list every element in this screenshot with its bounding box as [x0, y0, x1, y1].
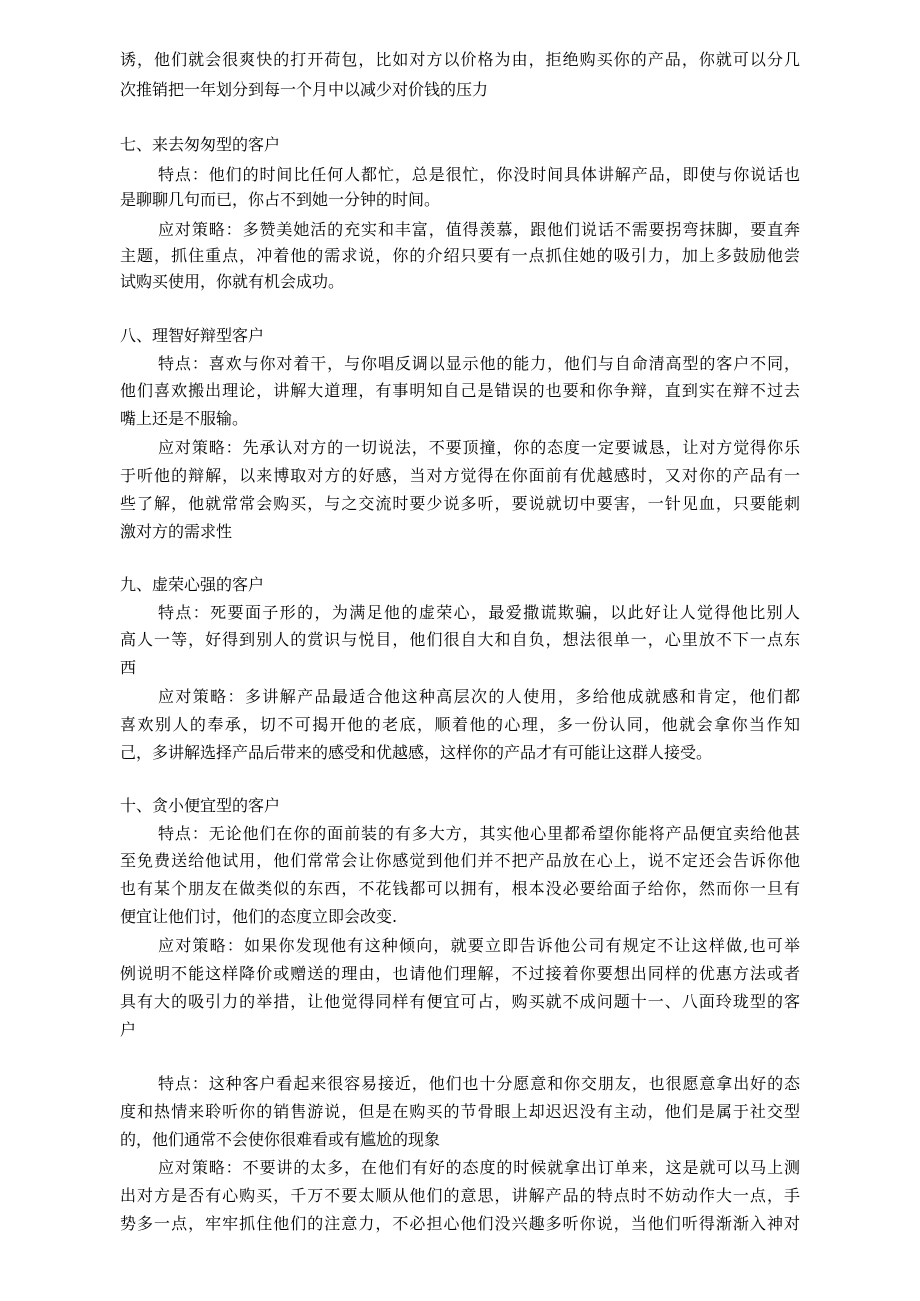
strategy-line: 应对策略：不要讲的太多，在他们有好的态度的时候就拿出订单来，这是就可以马上测	[158, 1158, 800, 1177]
strategy-line: 喜欢别人的奉承，切不可揭开他的老底，顺着他的心理，多一份认同，他就会拿你当作知	[120, 715, 800, 734]
trait-line: 嘴上还是不服输。	[120, 409, 249, 428]
trait-line: 他们喜欢搬出理论，讲解大道理，有事明知自己是错误的也要和你争辩，直到实在辩不过去	[120, 381, 800, 400]
strategy-line: 具有大的吸引力的举措，让他觉得同样有便宜可占，购买就不成问题十一、八面玲珑型的客	[120, 992, 800, 1011]
section-heading: 八、理智好辩型客户	[120, 326, 265, 345]
strategy-line: 激对方的需求性	[120, 522, 233, 541]
trait-line: 特点：喜欢与你对着干，与你唱反调以显示他的能力，他们与自命清高型的客户不同，	[158, 354, 800, 373]
trait-line: 特点：这种客户看起来很容易接近，他们也十分愿意和你交朋友，也很愿意拿出好的态	[158, 1074, 800, 1093]
section-heading: 十、贪小便宜型的客户	[120, 796, 281, 815]
strategy-line: 主题，抓住重点，冲着他的需求说，你的介绍只要有一点抓住她的吸引力，加上多鼓励他尝	[120, 246, 800, 265]
strategy-line: 势多一点，牢牢抓住他们的注意力，不必担心他们没兴趣多听你说，当他们听得渐渐入神对	[120, 1214, 800, 1233]
trait-line: 高人一等，好得到别人的赏识与悦目，他们很自大和自负，想法很单一，心里放不下一点东	[120, 630, 800, 649]
trait-line: 也有某个朋友在做类似的东西，不花钱都可以拥有，根本没必要给面子给你，然而你一旦有	[120, 879, 800, 898]
trait-line: 特点：死要面子形的，为满足他的虚荣心，最爱撒谎欺骗，以此好让人觉得他比别人	[158, 603, 800, 622]
strategy-line: 出对方是否有心购买，千万不要太顺从他们的意思，讲解产品的特点时不妨动作大一点，手	[120, 1186, 800, 1205]
strategy-line: 些了解，他就常常会购买，与之交流时要少说多听，要说就切中要害，一针见血，只要能刺	[120, 494, 800, 513]
trait-line: 至免费送给他试用，他们常常会让你感觉到他们并不把产品放在心上，说不定还会告诉你他	[120, 851, 800, 870]
text-line: 诱，他们就会很爽快的打开荷包，比如对方以价格为由，拒绝购买你的产品，你就可以分几	[120, 50, 800, 69]
strategy-line: 应对策略：多讲解产品最适合他这种高层次的人使用，多给他成就感和肯定，他们都	[158, 687, 800, 706]
strategy-line: 应对策略：先承认对方的一切说法，不要顶撞，你的态度一定要诚恳，让对方觉得你乐	[158, 438, 800, 457]
strategy-line: 试购买使用，你就有机会成功。	[120, 272, 345, 291]
strategy-line: 户	[120, 1020, 137, 1039]
strategy-line: 应对策略：多赞美她活的充实和丰富，值得羡慕，跟他们说话不需要拐弯抹脚，要直奔	[158, 220, 800, 239]
trait-line: 的，他们通常不会使你很难看或有尴尬的现象	[120, 1130, 441, 1149]
trait-line: 度和热情来聆听你的销售游说，但是在购买的节骨眼上却迟迟没有主动，他们是属于社交型	[120, 1102, 800, 1121]
strategy-line: 例说明不能这样降价或赠送的理由，也请他们理解，不过接着你要想出同样的优惠方法或者	[120, 964, 800, 983]
trait-line: 特点：无论他们在你的面前装的有多大方，其实他心里都希望你能将产品便宜卖给他甚	[158, 824, 800, 843]
trait-line: 是聊聊几句而已，你占不到她一分钟的时间。	[120, 190, 441, 209]
text-line: 次推销把一年划分到每一个月中以减少对价钱的压力	[120, 80, 489, 99]
trait-line: 特点：他们的时间比任何人都忙，总是很忙，你没时间具体讲解产品，即使与你说话也	[158, 165, 800, 184]
section-heading: 七、来去匆匆型的客户	[120, 135, 281, 154]
strategy-line: 应对策略：如果你发现他有这种倾向，就要立即告诉他公司有规定不让这样做,也可举	[158, 936, 800, 955]
section-heading: 九、虚荣心强的客户	[120, 575, 265, 594]
strategy-line: 己，多讲解选择产品后带来的感受和优越感，这样你的产品才有可能让这群人接受。	[120, 743, 713, 762]
trait-line: 西	[120, 658, 137, 677]
strategy-line: 于听他的辩解，以来博取对方的好感，当对方觉得在你面前有优越感时，又对你的产品有一	[120, 466, 800, 485]
trait-line: 便宜让他们讨，他们的态度立即会改变.	[120, 907, 398, 926]
